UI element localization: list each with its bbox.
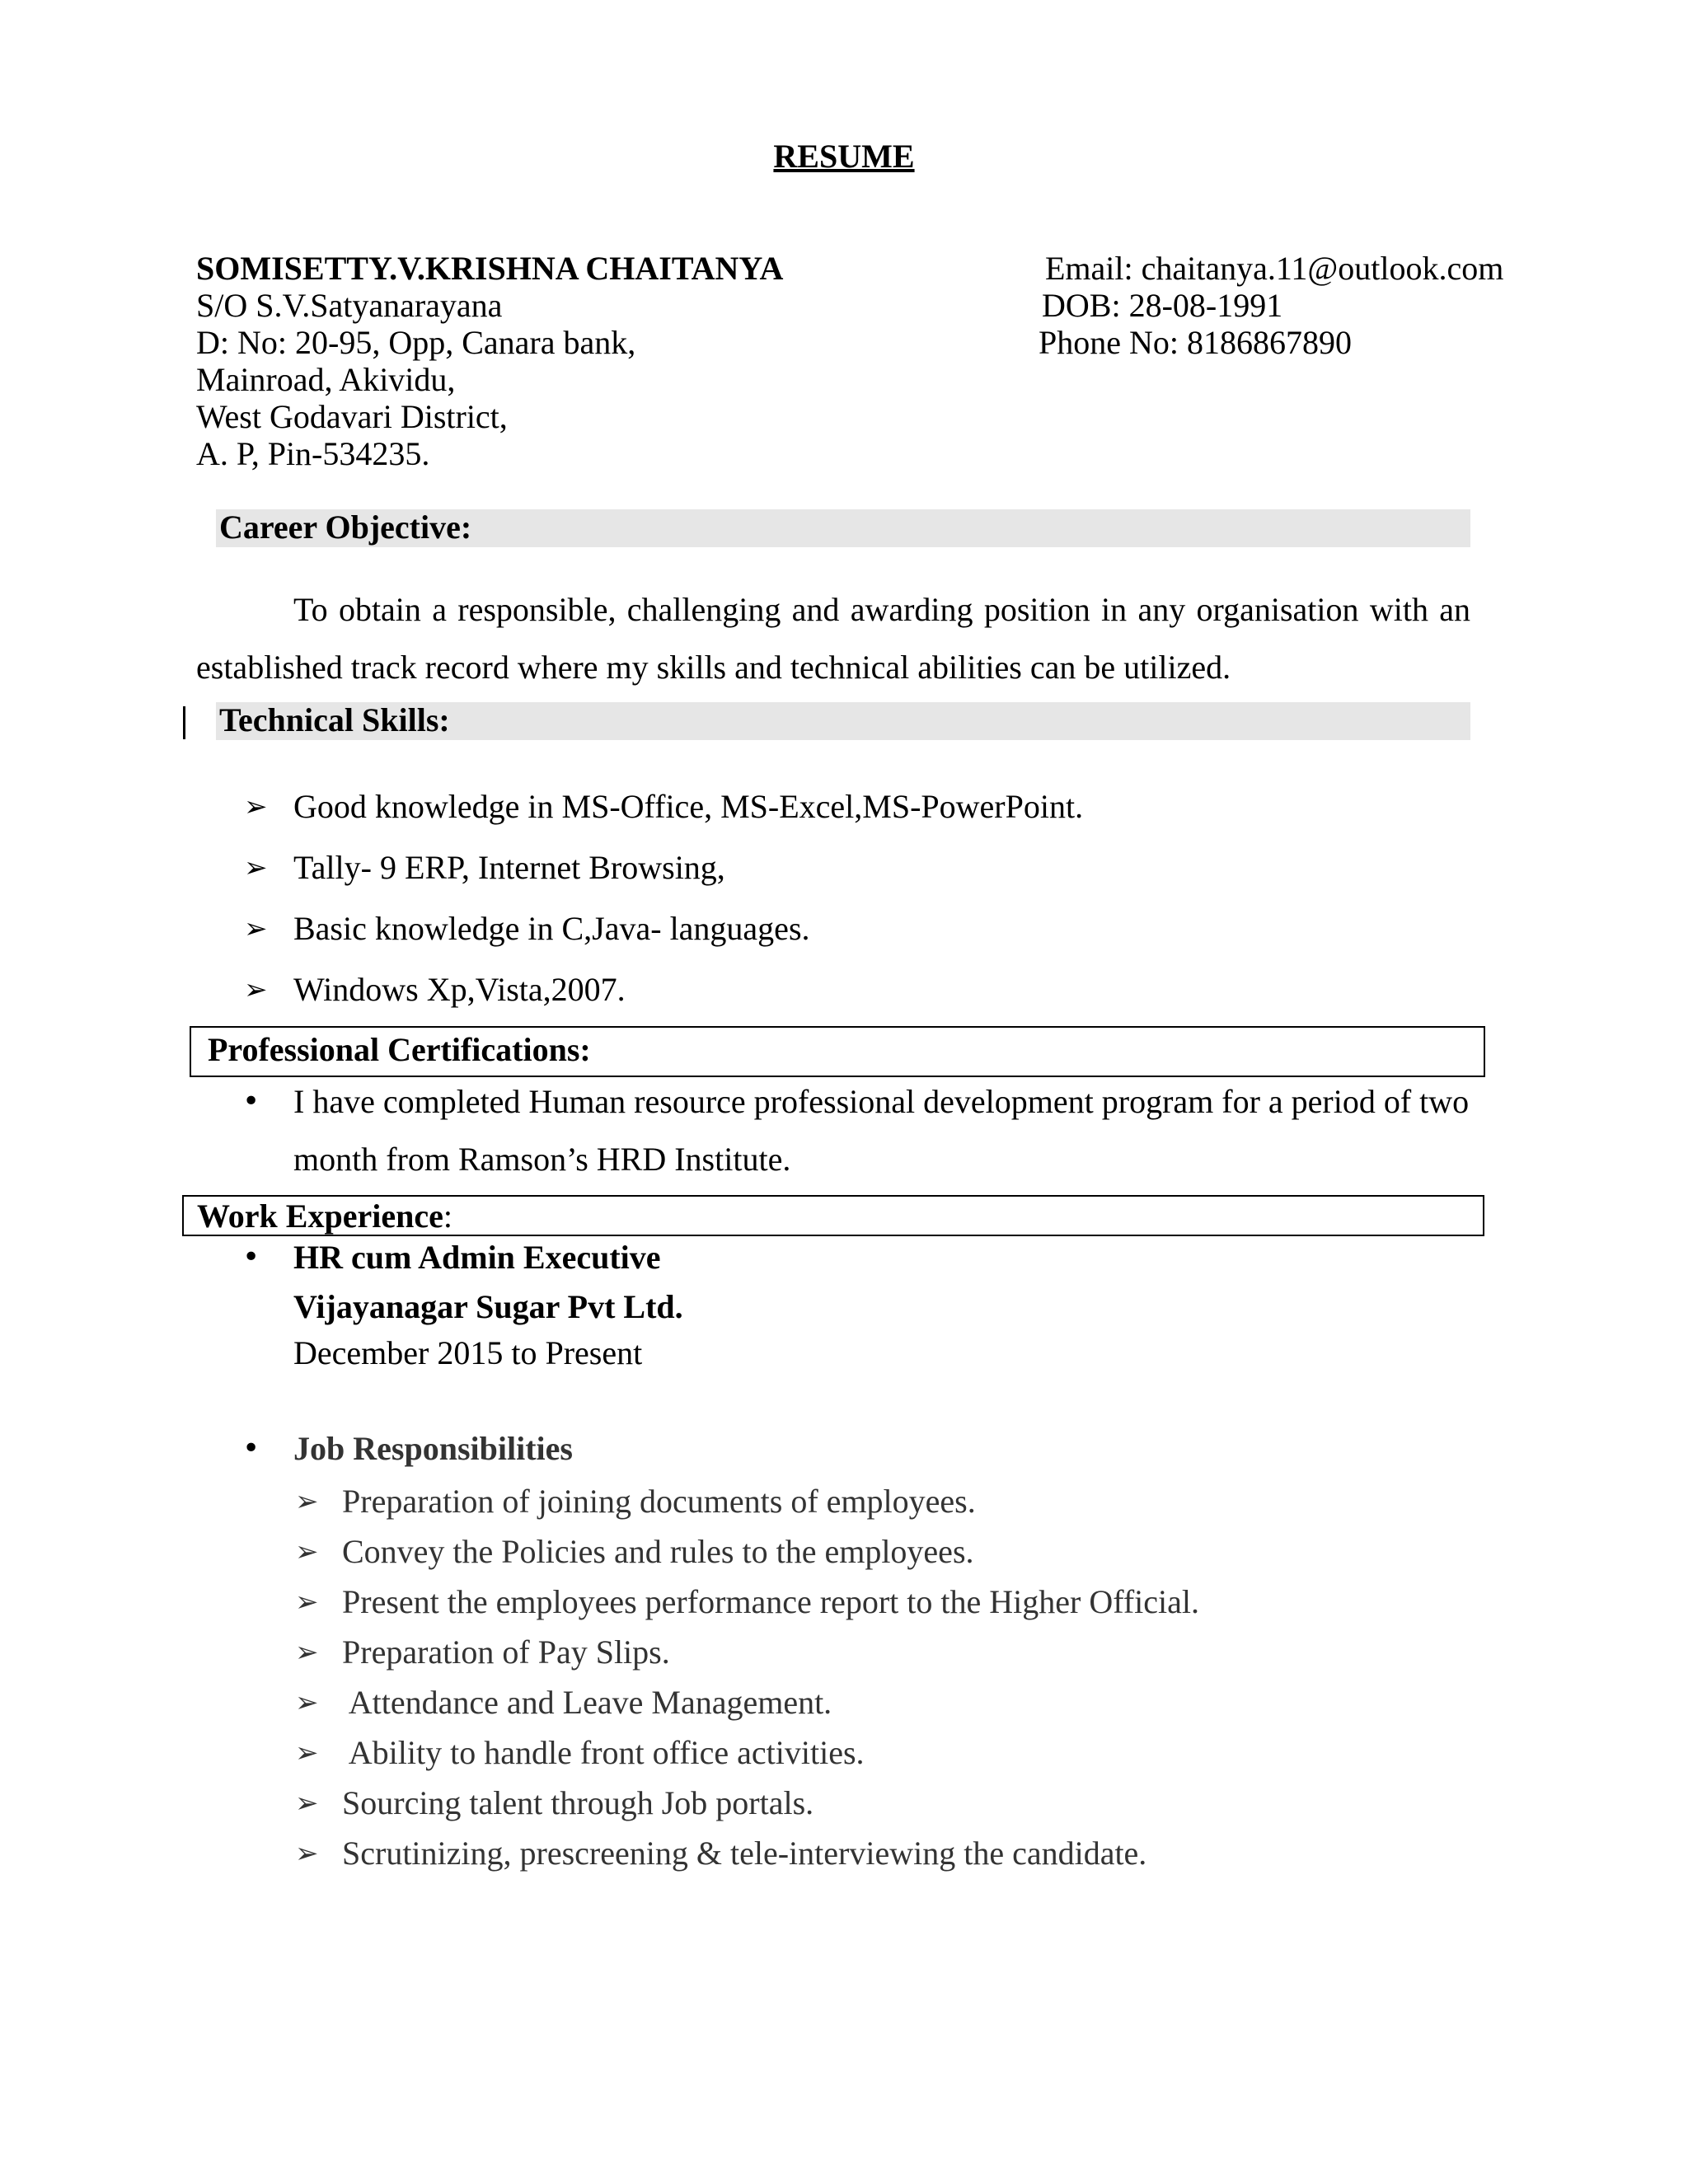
address-line: S/O S.V.Satyanarayana: [196, 287, 503, 324]
arrow-bullet-icon: ➢: [295, 1485, 319, 1518]
resume-title: RESUME: [773, 138, 915, 175]
responsibility-item: Scrutinizing, prescreening & tele-interviewing the candidate.: [342, 1835, 1147, 1872]
work-experience-colon: :: [443, 1197, 452, 1235]
work-experience-heading: Work Experience: [197, 1197, 443, 1235]
employment-period: December 2015 to Present: [293, 1334, 643, 1371]
email: Email: chaitanya.11@outlook.com: [1045, 250, 1504, 287]
responsibility-item: Ability to handle front office activities.: [342, 1734, 865, 1771]
career-objective-line: established track record where my skills and technical abilities can be utilized.: [196, 649, 1231, 686]
job-responsibilities-heading: Job Responsibilities: [293, 1430, 573, 1467]
address-line: D: No: 20-95, Opp, Canara bank,: [196, 324, 636, 361]
candidate-name: SOMISETTY.V.KRISHNA CHAITANYA: [196, 250, 784, 287]
responsibility-item: Present the employees performance report to the Higher Official.: [342, 1583, 1199, 1620]
arrow-bullet-icon: ➢: [295, 1787, 319, 1820]
skill-item: Basic knowledge in C,Java- languages.: [293, 910, 810, 947]
arrow-bullet-icon: ➢: [295, 1586, 319, 1619]
skill-item: Tally- 9 ERP, Internet Browsing,: [293, 849, 725, 886]
round-bullet-icon: •: [242, 1085, 260, 1118]
address-line: West Godavari District,: [196, 398, 508, 435]
career-objective-band: [216, 509, 1470, 547]
arrow-bullet-icon: ➢: [244, 851, 268, 884]
certification-line: month from Ramson’s HRD Institute.: [293, 1141, 791, 1178]
technical-skills-heading: Technical Skills:: [219, 701, 450, 738]
dob: DOB: 28-08-1991: [1042, 287, 1283, 324]
skill-item: Good knowledge in MS-Office, MS-Excel,MS-PowerPoint.: [293, 788, 1084, 825]
responsibility-item: Preparation of Pay Slips.: [342, 1633, 670, 1671]
arrow-bullet-icon: ➢: [244, 912, 268, 945]
work-experience-heading-wrap: [197, 1194, 452, 1239]
responsibility-item: Attendance and Leave Management.: [342, 1684, 832, 1721]
skill-item: Windows Xp,Vista,2007.: [293, 971, 626, 1008]
responsibility-item: Sourcing talent through Job portals.: [342, 1784, 814, 1821]
text-cursor-bar: [183, 706, 185, 739]
career-objective-heading: Career Objective:: [219, 509, 472, 546]
arrow-bullet-icon: ➢: [295, 1535, 319, 1568]
round-bullet-icon: •: [242, 1432, 260, 1465]
job-role: HR cum Admin Executive: [293, 1239, 661, 1276]
career-objective-line: To obtain a responsible, challenging and awarding position in any organisation with an: [293, 591, 1470, 628]
certifications-heading: Professional Certifications:: [208, 1031, 591, 1068]
arrow-bullet-icon: ➢: [295, 1636, 319, 1669]
arrow-bullet-icon: ➢: [244, 790, 268, 823]
certifications-box: [190, 1026, 1485, 1077]
round-bullet-icon: •: [242, 1240, 260, 1274]
responsibility-item: Preparation of joining documents of employees.: [342, 1483, 976, 1520]
phone: Phone No: 8186867890: [1039, 324, 1352, 361]
address-line: Mainroad, Akividu,: [196, 361, 456, 398]
arrow-bullet-icon: ➢: [295, 1686, 319, 1719]
work-experience-box: [182, 1195, 1484, 1236]
arrow-bullet-icon: ➢: [244, 973, 268, 1006]
arrow-bullet-icon: ➢: [295, 1736, 319, 1769]
certification-line: I have completed Human resource professional development program for a period of two: [293, 1083, 1470, 1120]
technical-skills-band: [216, 702, 1470, 740]
address-line: A. P, Pin-534235.: [196, 435, 430, 472]
company-name: Vijayanagar Sugar Pvt Ltd.: [293, 1288, 683, 1325]
arrow-bullet-icon: ➢: [295, 1837, 319, 1870]
responsibility-item: Convey the Policies and rules to the employees.: [342, 1533, 974, 1570]
